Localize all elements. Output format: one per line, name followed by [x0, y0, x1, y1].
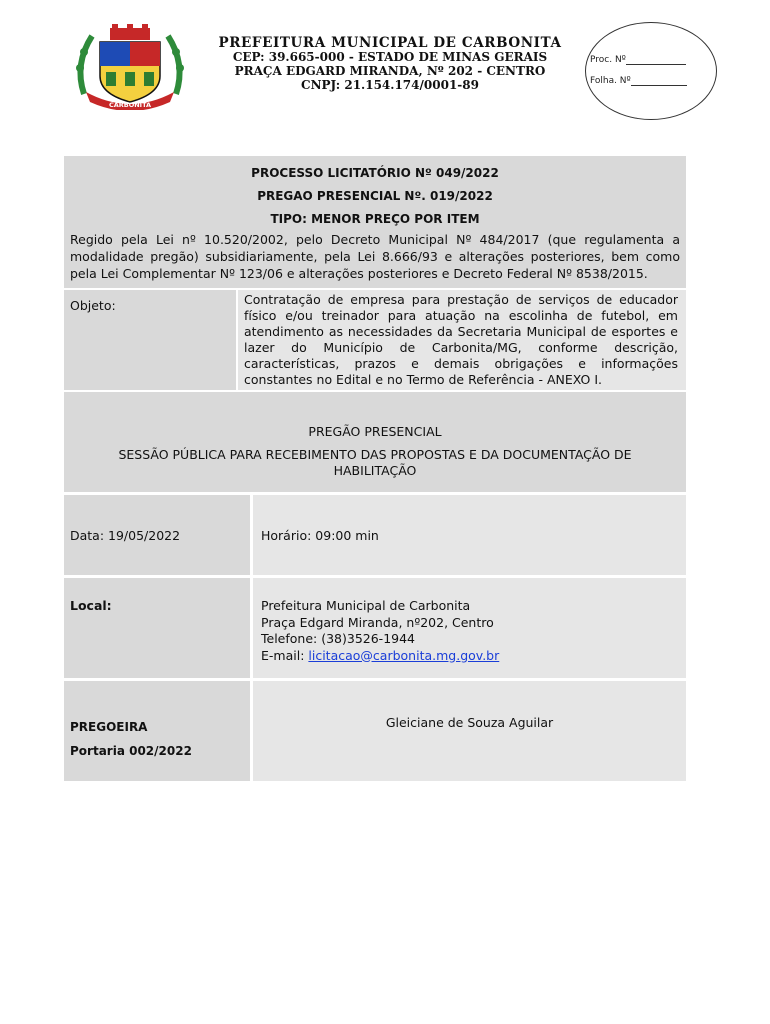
stamp-folha [590, 76, 687, 86]
email-label: E-mail: [261, 647, 309, 663]
session-title: PREGÃO PRESENCIAL [308, 424, 442, 439]
processo-title: PROCESSO LICITATÓRIO Nº 049/2022 [251, 166, 499, 180]
objeto-row [64, 288, 686, 390]
cep-line: CEP: 39.665-000 - ESTADO DE MINAS GERAIS [232, 50, 548, 64]
stamp-proc [590, 55, 686, 65]
protocol-stamp [585, 22, 717, 120]
objeto-label: Objeto: [64, 290, 236, 390]
legal-basis-text: Regido pela Lei nº 10.520/2002, pelo Decreto Municipal Nº 484/2017 (que regulamenta a modalidade pregão) subsidiariamente, pela Lei 8.666/93 e alterações posteriores, bem como pela Lei Complementar Nº 123/06 e alterações posteriores e Decreto Federal Nº 8538/2015. [64, 231, 686, 288]
date-cell: Data: 19/05/2022 [64, 495, 250, 575]
local-line: Telefone: (38)3526-1944 [261, 631, 416, 646]
stamp-proc-label: Proc. Nº [590, 55, 626, 65]
local-row [64, 575, 686, 678]
title-block [64, 156, 686, 231]
pregoeira-label: PREGOEIRA [70, 720, 148, 734]
pregoeira-label-cell [64, 681, 250, 781]
org-name: PREFEITURA MUNICIPAL DE CARBONITA [218, 35, 562, 51]
org-block [200, 36, 580, 92]
local-label: Local: [64, 578, 250, 678]
date-row [64, 492, 686, 575]
local-details [250, 578, 686, 678]
local-line: Prefeitura Municipal de Carbonita [261, 598, 471, 613]
logo-ribbon-text: CARBONITA [108, 101, 152, 109]
pregoeira-row [64, 678, 686, 781]
address-line: PRAÇA EDGARD MIRANDA, Nº 202 - CENTRO [234, 64, 546, 78]
email-line [261, 648, 678, 665]
portaria-label: Portaria 002/2022 [70, 744, 192, 758]
tipo-title: TIPO: MENOR PREÇO POR ITEM [270, 212, 480, 226]
time-cell: Horário: 09:00 min [250, 495, 686, 575]
letterhead [0, 0, 770, 150]
cnpj-line: CNPJ: 21.154.174/0001-89 [301, 78, 479, 92]
edital-table [64, 156, 686, 781]
email-link[interactable]: licitacao@carbonita.mg.gov.br [308, 647, 500, 663]
pregoeira-name: Gleiciane de Souza Aguilar [250, 681, 686, 781]
session-header [64, 390, 686, 492]
session-subtitle: SESSÃO PÚBLICA PARA RECEBIMENTO DAS PROPOSTAS E DA DOCUMENTAÇÃO DE HABILITAÇÃO [118, 447, 632, 478]
pregao-title: PREGAO PRESENCIAL Nº. 019/2022 [257, 189, 493, 203]
municipal-coat-of-arms-icon [70, 24, 190, 110]
stamp-folha-label: Folha. Nº [590, 76, 631, 86]
objeto-text: Contratação de empresa para prestação de serviços de educador físico e/ou treinador para atuação na escolinha de futebol, em atendimento as necessidades da Secretaria Municipal de esportes e lazer do Município de Carbonita/MG, conforme descrição, características, prazos e demais obrigações e informações constantes no Edital e no Termo de Referência - ANEXO I. [236, 290, 686, 390]
local-line: Praça Edgard Miranda, nº202, Centro [261, 614, 494, 630]
